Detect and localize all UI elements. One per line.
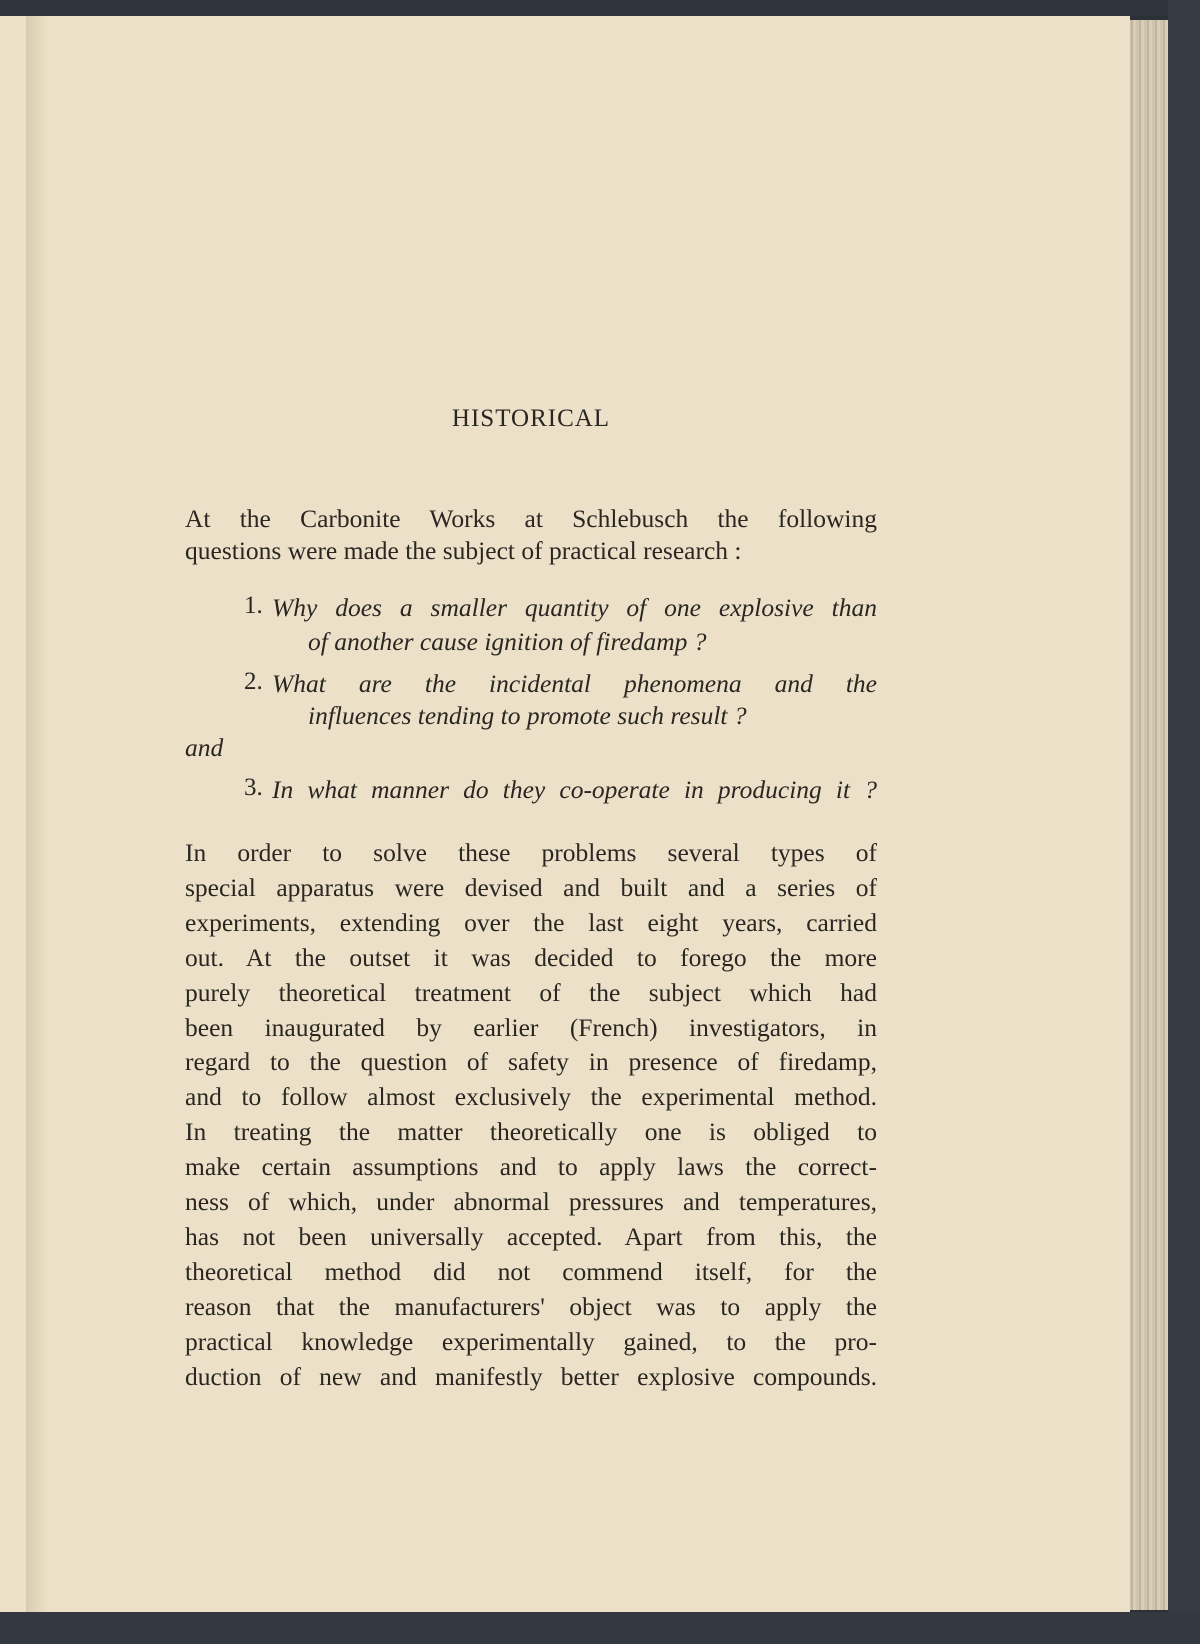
book-cover-bottom	[0, 1612, 1200, 1644]
book-cover-right	[1168, 0, 1200, 1644]
intro-line: questions were made the subject of practical research :	[185, 536, 742, 565]
page-title: HISTORICAL	[451, 405, 611, 432]
question-line: Why does a smaller quantity of one explosive than	[272, 593, 877, 622]
paragraph-line: practical knowledge experimentally gained, to the pro-	[185, 1326, 877, 1356]
paragraph-line: regard to the question of safety in presence of firedamp,	[185, 1047, 877, 1077]
question-line: influences tending to promote such result ?	[308, 701, 747, 730]
paragraph-line: special apparatus were devised and built and a series of	[185, 872, 877, 902]
book-cover-top	[0, 0, 1200, 16]
question-number: 2.	[244, 668, 263, 695]
paragraph-line: and to follow almost exclusively the experimental method.	[185, 1082, 877, 1112]
paragraph-line: experiments, extending over the last eight years, carried	[185, 907, 877, 937]
intro-line: At the Carbonite Works at Schlebusch the following	[185, 504, 877, 533]
paragraph-line: purely theoretical treatment of the subject which had	[185, 977, 877, 1007]
paragraph-line: out. At the outset it was decided to forego the more	[185, 942, 877, 972]
page-edges	[1128, 20, 1168, 1610]
question-line: In what manner do they co-operate in producing it ?	[272, 775, 877, 804]
question-line: What are the incidental phenomena and the	[272, 669, 877, 698]
paragraph-line: duction of new and manifestly better explosive compounds.	[185, 1361, 877, 1391]
paragraph-line: In order to solve these problems several types of	[185, 838, 877, 867]
and-label: and	[185, 733, 224, 762]
page-gutter	[26, 16, 50, 1612]
paragraph-line: In treating the matter theoretically one is obliged to	[185, 1117, 877, 1147]
paragraph-line: been inaugurated by earlier (French) investigators, in	[185, 1012, 877, 1042]
paragraph-line: make certain assumptions and to apply laws the correct-	[185, 1152, 877, 1182]
paragraph-line: theoretical method did not commend itself, for the	[185, 1256, 877, 1286]
paragraph-line: reason that the manufacturers' object was to apply the	[185, 1291, 877, 1321]
question-number: 3.	[244, 774, 263, 801]
paragraph-line: has not been universally accepted. Apart from this, the	[185, 1221, 877, 1251]
paragraph-line: ness of which, under abnormal pressures and temperatures,	[185, 1187, 877, 1216]
question-line: of another cause ignition of firedamp ?	[308, 627, 707, 656]
question-number: 1.	[244, 592, 263, 619]
